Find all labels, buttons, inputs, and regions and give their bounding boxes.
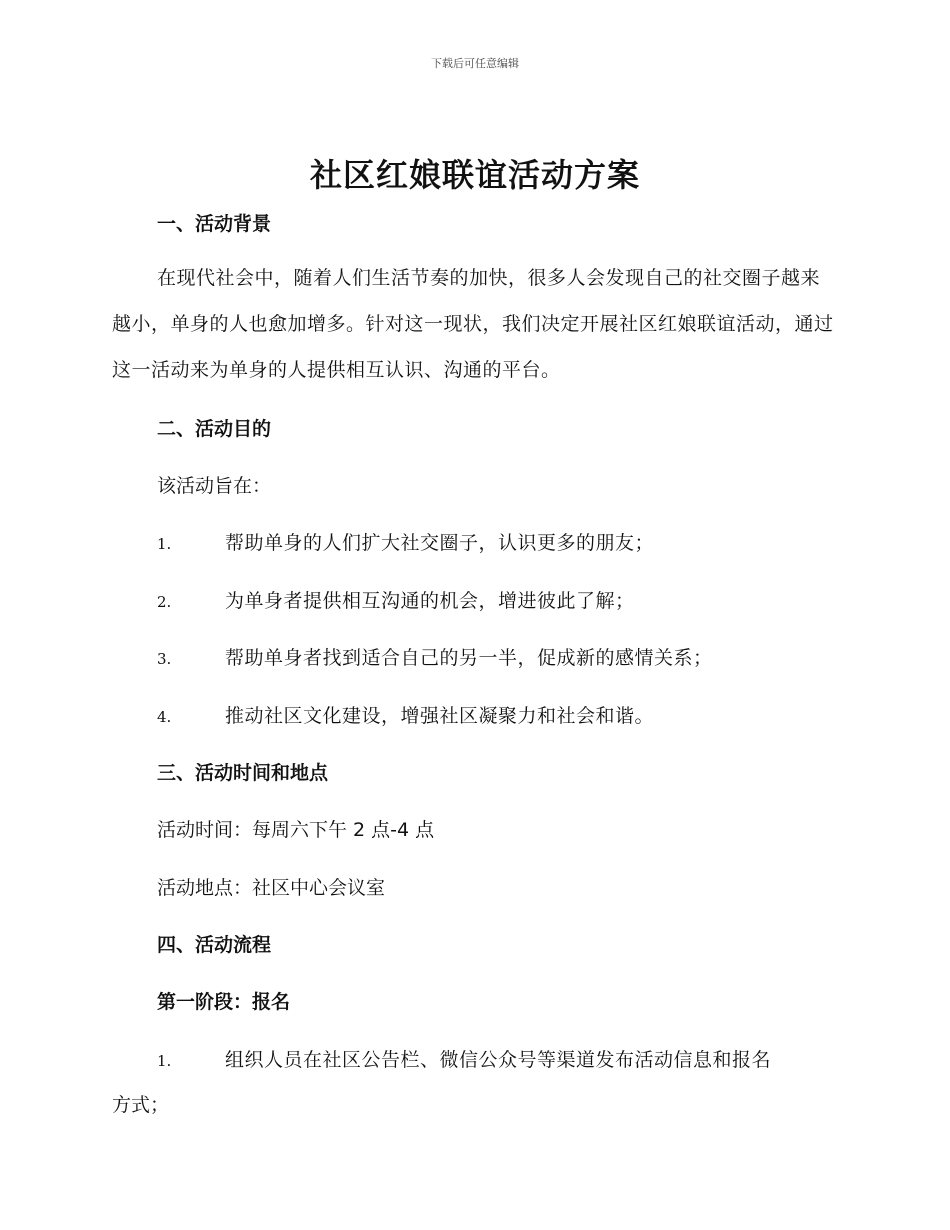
list-item-continuation: 方式； (112, 1094, 170, 1116)
list-item (157, 643, 837, 670)
list-number: 1. (157, 535, 172, 553)
list-text: 组织人员在社区公告栏、微信公众号等渠道发布活动信息和报名 (225, 1049, 772, 1071)
page-header: 下载后可任意编辑 (431, 57, 519, 70)
list-number: 3. (157, 650, 172, 668)
list-number: 2. (157, 593, 172, 611)
list-item (157, 701, 837, 728)
list-item (157, 1045, 837, 1072)
activity-place: 活动地点：社区中心会议室 (157, 877, 386, 899)
section-heading-process: 四、活动流程 (157, 934, 272, 956)
activity-time: 活动时间：每周六下午 2 点-4 点 (157, 819, 435, 841)
list-text: 帮助单身的人们扩大社交圈子，认识更多的朋友； (225, 532, 655, 554)
stage-heading-registration: 第一阶段：报名 (157, 991, 291, 1013)
list-number: 4. (157, 708, 172, 726)
section-heading-background: 一、活动背景 (157, 213, 272, 235)
list-text: 推动社区文化建设，增强社区凝聚力和社会和谐。 (225, 705, 655, 727)
document-title: 社区红娘联谊活动方案 (309, 156, 640, 194)
list-text: 帮助单身者找到适合自己的另一半，促成新的感情关系； (225, 647, 713, 669)
list-item (157, 586, 837, 613)
section-heading-purpose: 二、活动目的 (157, 418, 272, 440)
background-paragraph: 在现代社会中，随着人们生活节奏的加快，很多人会发现自己的社交圈子越来越小，单身的人也愈加增多。针对这一现状，我们决定开展社区红娘联谊活动，通过这一活动来为单身的人提供相互认识、沟通的平台。 (112, 267, 834, 381)
section-heading-time-place: 三、活动时间和地点 (157, 762, 329, 784)
list-item (157, 528, 837, 555)
list-number: 1. (157, 1052, 172, 1070)
list-text: 为单身者提供相互沟通的机会，增进彼此了解； (225, 590, 635, 612)
purpose-intro: 该活动旨在： (157, 475, 272, 497)
